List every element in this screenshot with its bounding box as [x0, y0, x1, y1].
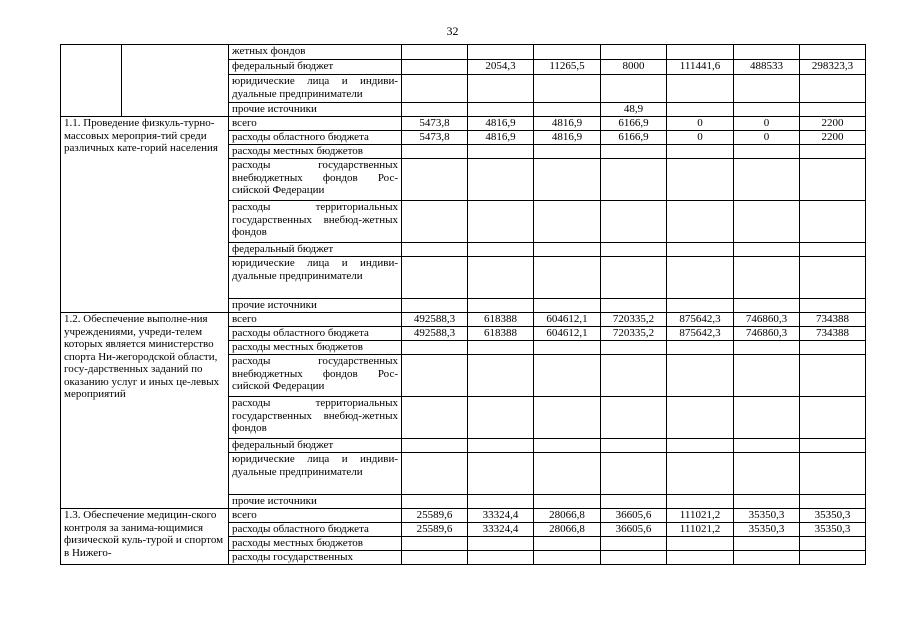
- source-cell: юридические лица и индиви-дуальные предприниматели: [229, 453, 402, 495]
- value-cell: [734, 75, 800, 103]
- value-cell: [402, 103, 468, 117]
- value-cell: [534, 341, 601, 355]
- value-cell: [534, 537, 601, 551]
- value-cell: 298323,3: [800, 60, 866, 75]
- source-cell: всего: [229, 509, 402, 523]
- value-cell: 36605,6: [601, 523, 667, 537]
- value-cell: [468, 453, 534, 495]
- value-cell: [468, 299, 534, 313]
- value-cell: [402, 453, 468, 495]
- value-cell: 28066,8: [534, 523, 601, 537]
- value-cell: [734, 453, 800, 495]
- value-cell: 2200: [800, 131, 866, 145]
- value-cell: [800, 551, 866, 565]
- value-cell: 8000: [601, 60, 667, 75]
- page-number: 32: [446, 24, 459, 38]
- value-cell: [601, 341, 667, 355]
- value-cell: [601, 299, 667, 313]
- value-cell: [534, 201, 601, 243]
- value-cell: 111441,6: [667, 60, 734, 75]
- value-cell: 875642,3: [667, 313, 734, 327]
- source-cell: прочие источники: [229, 299, 402, 313]
- value-cell: [402, 299, 468, 313]
- value-cell: 111021,2: [667, 523, 734, 537]
- source-cell: жетных фондов: [229, 45, 402, 60]
- value-cell: 720335,2: [601, 313, 667, 327]
- value-cell: [402, 341, 468, 355]
- table-row: [61, 509, 866, 523]
- value-cell: [800, 299, 866, 313]
- value-cell: [601, 159, 667, 201]
- value-cell: [601, 257, 667, 299]
- value-cell: [402, 537, 468, 551]
- source-cell: федеральный бюджет: [229, 243, 402, 257]
- value-cell: [468, 355, 534, 397]
- value-cell: 4816,9: [468, 117, 534, 131]
- value-cell: 0: [667, 131, 734, 145]
- value-cell: [734, 103, 800, 117]
- value-cell: [667, 355, 734, 397]
- source-cell: федеральный бюджет: [229, 439, 402, 453]
- value-cell: [402, 201, 468, 243]
- value-cell: 48,9: [601, 103, 667, 117]
- value-cell: [667, 103, 734, 117]
- value-cell: 2200: [800, 117, 866, 131]
- value-cell: [734, 551, 800, 565]
- value-cell: 5473,8: [402, 131, 468, 145]
- value-cell: 4816,9: [534, 117, 601, 131]
- value-cell: [534, 453, 601, 495]
- source-cell: юридические лица и индиви-дуальные предприниматели: [229, 75, 402, 103]
- value-cell: [468, 257, 534, 299]
- value-cell: [800, 103, 866, 117]
- value-cell: [667, 551, 734, 565]
- value-cell: 746860,3: [734, 327, 800, 341]
- value-cell: [667, 243, 734, 257]
- budget-table-body: [61, 45, 866, 565]
- value-cell: [402, 257, 468, 299]
- value-cell: [800, 537, 866, 551]
- value-cell: 604612,1: [534, 313, 601, 327]
- value-cell: 28066,8: [534, 509, 601, 523]
- budget-table: [60, 44, 866, 565]
- value-cell: [534, 495, 601, 509]
- value-cell: [800, 495, 866, 509]
- value-cell: [534, 257, 601, 299]
- value-cell: [601, 45, 667, 60]
- value-cell: [601, 537, 667, 551]
- value-cell: [534, 103, 601, 117]
- source-cell: всего: [229, 117, 402, 131]
- value-cell: [468, 495, 534, 509]
- value-cell: [667, 341, 734, 355]
- value-cell: [601, 201, 667, 243]
- value-cell: [734, 201, 800, 243]
- source-cell: расходы местных бюджетов: [229, 537, 402, 551]
- value-cell: 618388: [468, 313, 534, 327]
- value-cell: 35350,3: [734, 523, 800, 537]
- source-cell: всего: [229, 313, 402, 327]
- value-cell: [800, 159, 866, 201]
- value-cell: [601, 551, 667, 565]
- table-row: [61, 313, 866, 327]
- value-cell: [468, 145, 534, 159]
- value-cell: [534, 551, 601, 565]
- value-cell: [402, 60, 468, 75]
- value-cell: [800, 439, 866, 453]
- value-cell: [667, 495, 734, 509]
- value-cell: [468, 159, 534, 201]
- value-cell: [667, 159, 734, 201]
- value-cell: [667, 453, 734, 495]
- value-cell: [468, 341, 534, 355]
- value-cell: [800, 397, 866, 439]
- value-cell: 5473,8: [402, 117, 468, 131]
- value-cell: [601, 75, 667, 103]
- value-cell: [667, 75, 734, 103]
- value-cell: 488533: [734, 60, 800, 75]
- value-cell: 492588,3: [402, 313, 468, 327]
- value-cell: [402, 75, 468, 103]
- value-cell: [734, 257, 800, 299]
- value-cell: [534, 75, 601, 103]
- value-cell: [800, 453, 866, 495]
- source-cell: расходы областного бюджета: [229, 327, 402, 341]
- value-cell: [402, 439, 468, 453]
- value-cell: [534, 45, 601, 60]
- value-cell: 4816,9: [534, 131, 601, 145]
- value-cell: [402, 159, 468, 201]
- source-cell: прочие источники: [229, 103, 402, 117]
- source-cell: расходы государственных внебюджетных фондов Рос-сийской Федерации: [229, 159, 402, 201]
- value-cell: [667, 45, 734, 60]
- value-cell: 0: [667, 117, 734, 131]
- value-cell: [534, 397, 601, 439]
- activity-title-cell: 1.1. Проведение физкуль-турно-массовых мероприя-тий среди различных кате-горий населения: [61, 117, 229, 313]
- value-cell: [534, 243, 601, 257]
- value-cell: 33324,4: [468, 509, 534, 523]
- value-cell: [667, 397, 734, 439]
- value-cell: [667, 201, 734, 243]
- table-row: [61, 45, 866, 60]
- value-cell: [534, 355, 601, 397]
- value-cell: [468, 537, 534, 551]
- source-cell: расходы областного бюджета: [229, 131, 402, 145]
- value-cell: 25589,6: [402, 523, 468, 537]
- value-cell: [734, 495, 800, 509]
- value-cell: 492588,3: [402, 327, 468, 341]
- value-cell: [534, 145, 601, 159]
- value-cell: 36605,6: [601, 509, 667, 523]
- value-cell: [601, 439, 667, 453]
- value-cell: 35350,3: [734, 509, 800, 523]
- value-cell: [468, 201, 534, 243]
- value-cell: [601, 397, 667, 439]
- value-cell: [402, 45, 468, 60]
- value-cell: [800, 45, 866, 60]
- value-cell: [800, 145, 866, 159]
- value-cell: 35350,3: [800, 509, 866, 523]
- value-cell: [734, 45, 800, 60]
- value-cell: [734, 243, 800, 257]
- value-cell: 746860,3: [734, 313, 800, 327]
- value-cell: [468, 397, 534, 439]
- value-cell: [468, 439, 534, 453]
- table-row: [61, 117, 866, 131]
- value-cell: 875642,3: [667, 327, 734, 341]
- source-cell: расходы местных бюджетов: [229, 145, 402, 159]
- source-cell: расходы государственных: [229, 551, 402, 565]
- value-cell: 0: [734, 131, 800, 145]
- source-cell: расходы местных бюджетов: [229, 341, 402, 355]
- value-cell: [468, 45, 534, 60]
- activity-title-cell: 1.2. Обеспечение выполне-ния учреждениями, учреди-телем которых является министерство спорта Ни-жегородской области, госу-дарственных заданий по оказанию услуг и иных це-левых мероприятий: [61, 313, 229, 509]
- value-cell: [734, 355, 800, 397]
- value-cell: [468, 75, 534, 103]
- value-cell: [402, 397, 468, 439]
- value-cell: [667, 299, 734, 313]
- value-cell: 720335,2: [601, 327, 667, 341]
- source-cell: расходы областного бюджета: [229, 523, 402, 537]
- value-cell: 734388: [800, 313, 866, 327]
- value-cell: [667, 439, 734, 453]
- value-cell: [534, 159, 601, 201]
- source-cell: расходы государственных внебюджетных фондов Рос-сийской Федерации: [229, 355, 402, 397]
- source-cell: расходы территориальных государственных внебюд-жетных фондов: [229, 201, 402, 243]
- value-cell: [601, 495, 667, 509]
- value-cell: [601, 243, 667, 257]
- value-cell: [534, 439, 601, 453]
- value-cell: [402, 551, 468, 565]
- value-cell: 25589,6: [402, 509, 468, 523]
- value-cell: [601, 453, 667, 495]
- value-cell: 4816,9: [468, 131, 534, 145]
- value-cell: [800, 341, 866, 355]
- value-cell: 6166,9: [601, 117, 667, 131]
- value-cell: 33324,4: [468, 523, 534, 537]
- value-cell: [800, 355, 866, 397]
- value-cell: [468, 551, 534, 565]
- value-cell: [734, 537, 800, 551]
- value-cell: 0: [734, 117, 800, 131]
- blank-cell: [61, 45, 122, 117]
- value-cell: [734, 299, 800, 313]
- value-cell: [667, 257, 734, 299]
- value-cell: [402, 145, 468, 159]
- source-cell: прочие источники: [229, 495, 402, 509]
- value-cell: [734, 397, 800, 439]
- value-cell: [601, 145, 667, 159]
- value-cell: 6166,9: [601, 131, 667, 145]
- value-cell: 111021,2: [667, 509, 734, 523]
- value-cell: 618388: [468, 327, 534, 341]
- value-cell: [800, 257, 866, 299]
- value-cell: 2054,3: [468, 60, 534, 75]
- value-cell: 734388: [800, 327, 866, 341]
- value-cell: [402, 355, 468, 397]
- value-cell: [667, 537, 734, 551]
- value-cell: [601, 355, 667, 397]
- value-cell: [800, 75, 866, 103]
- value-cell: 35350,3: [800, 523, 866, 537]
- value-cell: [468, 243, 534, 257]
- value-cell: [402, 243, 468, 257]
- source-cell: расходы территориальных государственных внебюд-жетных фондов: [229, 397, 402, 439]
- value-cell: 11265,5: [534, 60, 601, 75]
- value-cell: [800, 201, 866, 243]
- value-cell: [402, 495, 468, 509]
- value-cell: [534, 299, 601, 313]
- value-cell: [734, 439, 800, 453]
- value-cell: [667, 145, 734, 159]
- value-cell: [468, 103, 534, 117]
- activity-title-cell: 1.3. Обеспечение медицин-ского контроля за занима-ющимися физической куль-турой и спортом в Нижего-: [61, 509, 229, 565]
- value-cell: [734, 145, 800, 159]
- source-cell: юридические лица и индиви-дуальные предприниматели: [229, 257, 402, 299]
- value-cell: [734, 341, 800, 355]
- blank-cell: [122, 45, 229, 117]
- value-cell: [800, 243, 866, 257]
- source-cell: федеральный бюджет: [229, 60, 402, 75]
- value-cell: [734, 159, 800, 201]
- value-cell: 604612,1: [534, 327, 601, 341]
